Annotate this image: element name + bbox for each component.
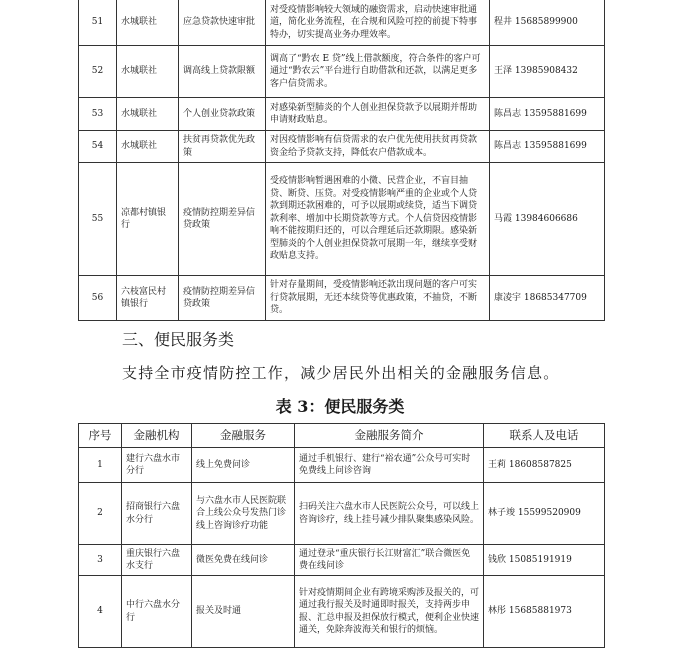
row-number: 55 [79, 163, 117, 276]
service-description: 对因疫情影响有信贷需求的农户优先使用扶贫再贷款资金给予贷款支持，降低农户借款成本。 [266, 131, 490, 163]
row-number: 3 [79, 545, 122, 576]
institution: 水城联社 [117, 46, 179, 98]
service-description: 通过登录“重庆银行长江财富汇”联合微医免费在线问诊 [295, 545, 484, 576]
service-name: 疫情防控期差异信贷政策 [179, 163, 266, 276]
table-row [79, 163, 605, 276]
row-number: 56 [79, 276, 117, 321]
institution: 重庆银行六盘水支行 [122, 545, 192, 576]
service-name: 调高线上贷款限额 [179, 46, 266, 98]
service-name: 微医免费在线问诊 [192, 545, 295, 576]
service-name: 扶贫再贷款优先政策 [179, 131, 266, 163]
institution: 招商银行六盘水分行 [122, 483, 192, 545]
institution: 凉都村镇银行 [117, 163, 179, 276]
table-row [79, 483, 605, 545]
row-number: 53 [79, 98, 117, 131]
contact: 林彤 15685881973 [484, 576, 605, 648]
service-name: 线上免费问诊 [192, 448, 295, 483]
service-name: 报关及时通 [192, 576, 295, 648]
header-contact: 联系人及电话 [484, 424, 605, 448]
policy-table-continued [78, 0, 605, 321]
service-name: 应急贷款快速审批 [179, 0, 266, 46]
institution: 六枝富民村镇银行 [117, 276, 179, 321]
table-row [79, 46, 605, 98]
header-institution: 金融机构 [122, 424, 192, 448]
service-description: 调高了“黔农 E 贷”线上借款额度，符合条件的客户可通过“黔农云”平台进行自助借款和还款，以满足更多客户信贷需求。 [266, 46, 490, 98]
row-number: 51 [79, 0, 117, 46]
table-row [79, 276, 605, 321]
header-service: 金融服务 [192, 424, 295, 448]
table-row [79, 0, 605, 46]
convenience-services-table [78, 423, 605, 648]
table-title: 表 3：便民服务类 [275, 397, 405, 416]
contact: 王泽 13985908432 [490, 46, 605, 98]
table-row [79, 448, 605, 483]
service-description: 对感染新型肺炎的个人创业担保贷款予以展期并帮助申请财政贴息。 [266, 98, 490, 131]
row-number: 4 [79, 576, 122, 648]
table-row [79, 545, 605, 576]
contact: 王莉 18608587825 [484, 448, 605, 483]
contact: 林子竣 15599520909 [484, 483, 605, 545]
service-description: 针对疫情期间企业有跨境采购涉及报关的，可通过我行报关及时通即时报关，支持两步申报、汇总申报及担保放行模式，便利企业快速通关，免除奔波海关和银行的烦恼。 [295, 576, 484, 648]
service-description: 针对存量期间，受疫情影响还款出现问题的客户可实行贷款展期，无还本续贷等优惠政策，不抽贷，不断贷。 [266, 276, 490, 321]
header-row [79, 424, 605, 448]
table-row [79, 98, 605, 131]
section-intro: 支持全市疫情防控工作，减少居民外出相关的金融服务信息。 [122, 364, 560, 382]
institution: 建行六盘水市分行 [122, 448, 192, 483]
institution: 水城联社 [117, 98, 179, 131]
table-row [79, 131, 605, 163]
contact: 马霞 13984606686 [490, 163, 605, 276]
institution: 水城联社 [117, 131, 179, 163]
service-name: 与六盘水市人民医院联合上线公众号发热门诊线上咨询诊疗功能 [192, 483, 295, 545]
service-description: 扫码关注六盘水市人民医院公众号，可以线上咨询诊疗，线上挂号减少排队聚集感染风险。 [295, 483, 484, 545]
service-description: 通过手机银行、建行“裕农通”公众号可实时免费线上问诊咨询 [295, 448, 484, 483]
section-heading: 三、便民服务类 [122, 330, 235, 349]
contact: 程井 15685899900 [490, 0, 605, 46]
header-description: 金融服务简介 [295, 424, 484, 448]
service-name: 疫情防控期差异信贷政策 [179, 276, 266, 321]
institution: 水城联社 [117, 0, 179, 46]
service-description: 受疫情影响暂遇困难的小微、民营企业，不盲目抽贷、断贷、压贷。对受疫情影响严重的企业或个人贷款到期还款困难的，可予以展期或续贷，适当下调贷款利率、增加中长期贷款等方式。个人信贷因疫情影响不能按期归还的，可以合理延后还款期限。感染新型肺炎的个人创业担保贷款可展期一年，继续享受财政贴息支持。 [266, 163, 490, 276]
contact: 康凌宇 18685347709 [490, 276, 605, 321]
service-description: 对受疫情影响较大领域的融资需求，启动快速审批通道，简化业务流程，在合规和风险可控的前提下特事特办，切实提高业务办理效率。 [266, 0, 490, 46]
row-number: 54 [79, 131, 117, 163]
row-number: 1 [79, 448, 122, 483]
contact: 陈昌志 13595881699 [490, 131, 605, 163]
table-row [79, 576, 605, 648]
header-number: 序号 [79, 424, 122, 448]
contact: 钱欣 15085191919 [484, 545, 605, 576]
contact: 陈昌志 13595881699 [490, 98, 605, 131]
row-number: 2 [79, 483, 122, 545]
row-number: 52 [79, 46, 117, 98]
service-name: 个人创业贷款政策 [179, 98, 266, 131]
institution: 中行六盘水分行 [122, 576, 192, 648]
